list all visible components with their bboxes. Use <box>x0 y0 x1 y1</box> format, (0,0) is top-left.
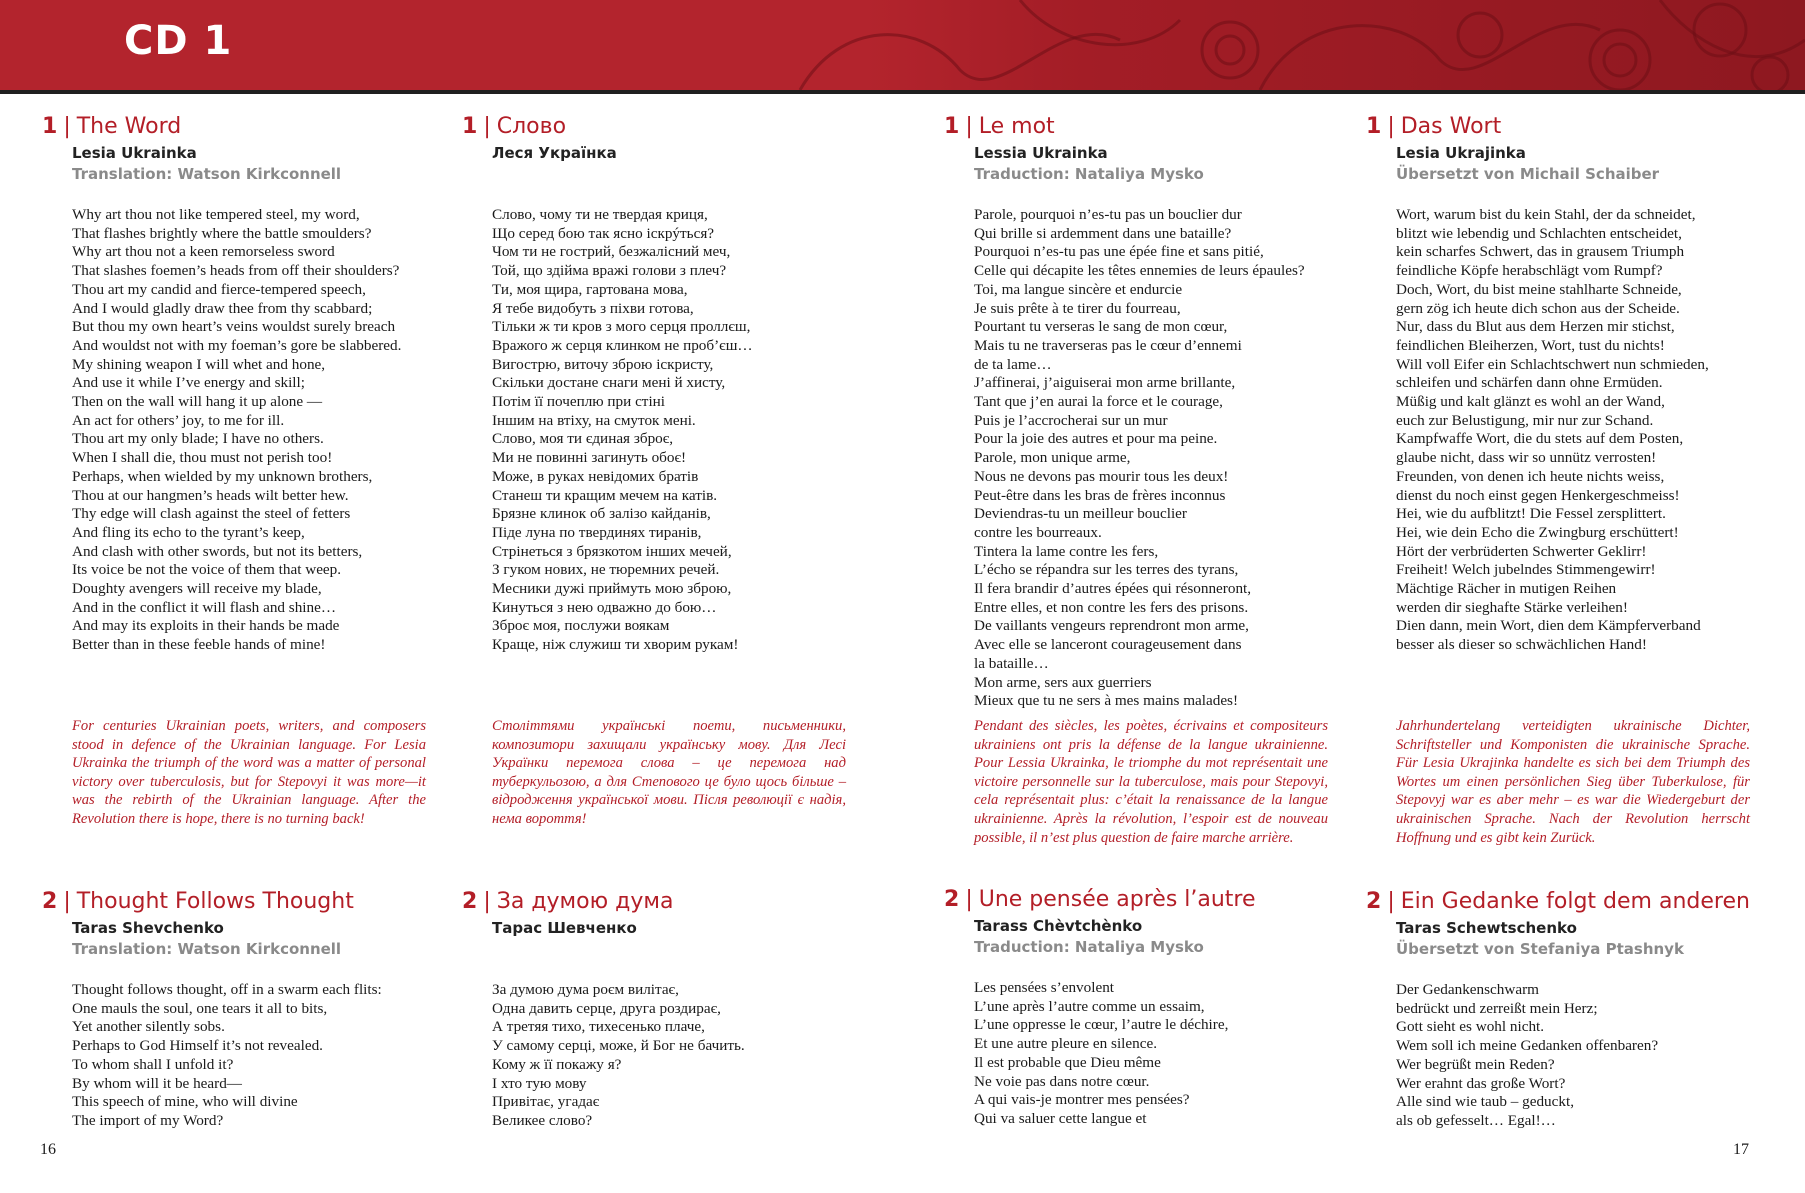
poem-line: Hört der verbrüderten Schwerter Geklirr! <box>1396 542 1647 560</box>
poem-line: Les pensées s’envolent <box>974 979 1115 996</box>
poem-line: Ne voie pas dans notre cœur. <box>974 1072 1150 1090</box>
poem-line: And fling its echo to the tyrant’s keep, <box>72 523 305 541</box>
poem-line: Pourquoi n’es-tu pas une épée fine et sans pitié, <box>974 243 1264 261</box>
poem-line: Станеш ти кращим мечем на катів. <box>492 486 718 504</box>
poem-line: Peut-être dans les bras de frères inconnus <box>974 486 1226 504</box>
author-name: Lesia Ukrainka <box>72 144 197 162</box>
author-name: Lesia Ukrajinka <box>1396 144 1526 162</box>
poem-line: And in the conflict it will flash and shine… <box>72 598 337 616</box>
poem-line: feindliche Köpfe herabschlägt vom Rumpf? <box>1396 262 1663 280</box>
poem-line: Its voice be not the voice of them that weep. <box>72 561 342 579</box>
poem-line: Better than in these feeble hands of mine! <box>72 636 326 654</box>
poem-line: contre les bourreaux. <box>974 523 1102 541</box>
page-number-right: 17 <box>1733 1141 1749 1158</box>
poem-line: Avec elle se lanceront courageusement dans <box>974 636 1242 654</box>
poem-line: Il fera brandir d’autres épées qui résonneront, <box>974 580 1252 598</box>
poem-line: And I would gladly draw thee from thy scabbard; <box>72 299 373 317</box>
poem-line: Freunden, von denen ich heute nichts weiss, <box>1396 467 1665 485</box>
poem-text <box>72 206 432 655</box>
poem-line: dienst du noch einst gegen Henkergeschmeiss! <box>1396 486 1680 504</box>
poem-line: By whom will it be heard— <box>72 1074 242 1092</box>
poem-line: als ob gefesselt… Egal!… <box>1396 1111 1556 1129</box>
poem-line: Вигострю, виточу зброю іскристу, <box>492 355 714 373</box>
poem-line: Perhaps, when wielded by my unknown brothers, <box>72 467 373 485</box>
translator-name: Übersetzt von Michail Schaiber <box>1396 165 1660 183</box>
poem-line: feindlichen Bleiherzen, Wort, tust du nichts! <box>1396 336 1665 354</box>
poem-line: Mais tu ne traverseras pas le cœur d’ennemi <box>974 336 1242 354</box>
poem-line: gern zög ich heute dich schon aus der Scheide. <box>1396 299 1680 317</box>
poem-line: Dien dann, mein Wort, dien dem Kämpferverband <box>1396 617 1701 635</box>
poem-line: Краще, ніж служиш ти хворим рукам! <box>492 636 739 654</box>
poem-line: To whom shall I unfold it? <box>72 1055 234 1073</box>
section2-german <box>1366 889 1756 1131</box>
poem-line: Скільки достане снаги мені й хисту, <box>492 374 726 392</box>
poem-line: Mon arme, sers aux guerriers <box>974 673 1152 691</box>
poem-line: Nur, dass du Blut aus dem Herzen mir stichst, <box>1396 318 1675 336</box>
poem-line: Той, що здійма вражі голови з плеч? <box>492 262 727 280</box>
commentary-note: Pendant des siècles, les poètes, écrivains et compositeurs ukrainiens ont pris la défense de la langue ukrainienne. Pour Lessia Ukrainka, le triomphe du mot représentait une victoire personnelle sur la tuberculose, mais pour Stepovyi, cela représentait plus: c’était la renaissance de la langue ukrainienne. Après la révolution, l’espoir est de nouveau possible, il n’est plus question de faire marche arrière. <box>974 718 1328 846</box>
section-heading: 2 | За думою дума <box>462 889 674 914</box>
poem-line: When I shall die, thou must not perish too! <box>72 449 333 467</box>
poem-line: І хто тую мову <box>492 1074 587 1092</box>
header-divider <box>0 90 1805 94</box>
poem-line: Що серед бою так ясно іскрýться? <box>492 224 715 242</box>
translator-name: Translation: Watson Kirkconnell <box>72 940 342 958</box>
poem-line: А третяя тихо, тихесенько плаче, <box>492 1018 705 1036</box>
poem-line: Великее слово? <box>492 1111 593 1129</box>
poem-line: That flashes brightly where the battle smoulders? <box>72 224 372 242</box>
author-name: Тарас Шевченко <box>492 919 637 937</box>
poem-text <box>1396 206 1756 655</box>
poem-line: Я тебе видобуть з піхви готова, <box>492 299 694 317</box>
poem-text <box>974 206 1334 711</box>
section1-french <box>944 114 1334 711</box>
poem-line: Puis je l’accrocherai sur un mur <box>974 411 1168 429</box>
poem-line: Why art thou not a keen remorseless sword <box>72 243 335 261</box>
translator-name: Übersetzt von Stefaniya Ptashnyk <box>1396 940 1684 958</box>
poem-line: Then on the wall will hang it up alone — <box>72 393 323 411</box>
poem-line: Thought follows thought, off in a swarm each flits: <box>72 981 382 998</box>
poem-line: Thou art my only blade; I have no others. <box>72 430 324 448</box>
poem-line: Qui va saluer cette langue et <box>974 1109 1147 1127</box>
poem-line: And may its exploits in their hands be made <box>72 617 340 635</box>
author-name: Taras Schewtschenko <box>1396 919 1577 937</box>
poem-line: Зброє моя, послужи воякам <box>492 617 670 635</box>
poem-line: One mauls the soul, one tears it all to bits, <box>72 999 328 1017</box>
poem-line: A qui vais-je montrer mes pensées? <box>974 1091 1190 1109</box>
translator-name: Translation: Watson Kirkconnell <box>72 165 342 183</box>
poem-line: Tintera la lame contre les fers, <box>974 542 1159 560</box>
poem-line: Kampfwaffe Wort, die du stets auf dem Posten, <box>1396 430 1684 448</box>
poem-line: And clash with other swords, but not its betters, <box>72 542 363 560</box>
poem-line: And use it while I’ve energy and skill; <box>72 374 305 392</box>
poem-line: Брязне клинок об залізо кайданів, <box>492 505 711 523</box>
poem-line: Wem soll ich meine Gedanken offenbaren? <box>1396 1037 1659 1055</box>
poem-line: An act for others’ joy, to me for ill. <box>72 411 285 429</box>
section1-german <box>1366 114 1756 655</box>
poem-text <box>492 206 852 655</box>
poem-text <box>1396 981 1756 1131</box>
poem-line: За думою дума роєм вилітає, <box>492 981 679 998</box>
poem-line: werden dir sieghafte Stärke verleihen! <box>1396 598 1628 616</box>
poem-line: Месники дужі приймуть мою зброю, <box>492 580 732 598</box>
section-heading: 2 | Thought Follows Thought <box>42 889 354 914</box>
page-number-left: 16 <box>40 1141 56 1158</box>
poem-line: Mieux que tu ne sers à mes mains malades! <box>974 692 1239 710</box>
poem-line: Чом ти не гострий, безжалісний меч, <box>492 243 731 261</box>
poem-line: Celle qui décapite les têtes ennemies de leurs épaules? <box>974 262 1305 280</box>
poem-line: Привітає, угадає <box>492 1093 600 1111</box>
poem-line: And wouldst not with my foeman’s gore be slabbered. <box>72 336 402 354</box>
section-heading: 2 | Ein Gedanke folgt dem anderen <box>1366 889 1750 914</box>
poem-line: Toi, ma langue sincère et endurcie <box>974 280 1183 298</box>
poem-line: Qui brille si ardemment dans une bataille? <box>974 224 1232 242</box>
poem-line: la bataille… <box>974 654 1049 672</box>
poem-line: But thou my own heart’s veins wouldst surely breach <box>72 318 396 336</box>
commentary-note: For centuries Ukrainian poets, writers, and composers stood in defence of the Ukrainian language. For Lesia Ukrainka the triumph of the word was a matter of personal victory over tuberculosis, but for Stepovyi it was more—it was the rebirth of the Ukrainian language. After the Revolution there is hope, there is no turning back! <box>72 718 426 827</box>
poem-line: Thy edge will clash against the steel of fetters <box>72 505 351 523</box>
poem-line: Doch, Wort, du bist meine stahlharte Schneide, <box>1396 280 1682 298</box>
poem-line: This speech of mine, who will divine <box>72 1093 298 1111</box>
poem-line: Alle sind wie taub – geduckt, <box>1396 1093 1574 1111</box>
poem-line: Je suis prête à te tirer du fourreau, <box>974 299 1181 317</box>
poem-line: Why art thou not like tempered steel, my word, <box>72 206 360 223</box>
poem-line: Gott sieht es wohl nicht. <box>1396 1018 1545 1036</box>
section1-ukrainian <box>462 114 852 655</box>
section-heading: 2 | Une pensée après l’autre <box>944 887 1256 912</box>
ornament-pattern <box>760 0 1805 90</box>
poem-line: Іншим на втіху, на смуток мені. <box>492 411 696 429</box>
poem-line: blitzt wie lebendig und Schlachten entscheidet, <box>1396 224 1682 242</box>
poem-line: Одна давить серце, друга роздирає, <box>492 999 721 1017</box>
poem-line: Піде луна по твердинях тиранів, <box>492 523 702 541</box>
header-banner <box>0 0 1805 90</box>
poem-line: З гуком нових, не тюремних речей. <box>492 561 720 579</box>
poem-line: glaube nicht, dass wir so unnütz verrosten! <box>1396 449 1657 467</box>
poem-line: Perhaps to God Himself it’s not revealed. <box>72 1037 323 1055</box>
poem-line: Et une autre pleure en silence. <box>974 1035 1158 1053</box>
poem-line: Freiheit! Welch jubelndes Stimmengewirr! <box>1396 561 1656 579</box>
poem-line: Müßig und kalt glänzt es wohl an der Wand, <box>1396 393 1665 411</box>
poem-line: Thou at our hangmen’s heads wilt better hew. <box>72 486 349 504</box>
poem-line: Може, в руках невідомих братів <box>492 467 699 485</box>
poem-line: Will voll Eifer ein Schlachtschwert nun schmieden, <box>1396 355 1709 373</box>
poem-line: Потім її почеплю при стіні <box>492 393 666 411</box>
poem-line: Der Gedankenschwarm <box>1396 981 1539 998</box>
author-name: Tarass Chèvtchènko <box>974 917 1143 935</box>
section1-english <box>42 114 432 655</box>
poem-line: schleifen und schärfen dann ohne Ermüden. <box>1396 374 1663 392</box>
poem-line: Hei, wie du aufblitzt! Die Fessel zersplittert. <box>1396 505 1666 523</box>
poem-line: Deviendras-tu un meilleur bouclier <box>974 505 1187 523</box>
poem-line: Wer erahnt das große Wort? <box>1396 1074 1566 1092</box>
poem-line: bedrückt und zerreißt mein Herz; <box>1396 999 1598 1017</box>
poem-line: Стрінеться з брязкотом інших мечей, <box>492 542 732 560</box>
poem-line: L’une oppresse le cœur, l’autre le déchire, <box>974 1016 1229 1034</box>
section2-french <box>944 887 1334 1129</box>
poem-line: Wort, warum bist du kein Stahl, der da schneidet, <box>1396 206 1696 223</box>
poem-line: J’affinerai, j’aiguiserai mon arme brillante, <box>974 374 1236 392</box>
author-name: Taras Shevchenko <box>72 919 224 937</box>
translator-name: Traduction: Nataliya Mysko <box>974 938 1204 956</box>
poem-line: Tant que j’en aurai la force et le courage, <box>974 393 1223 411</box>
poem-line: Тільки ж ти кров з мого серця проллєш, <box>492 318 751 336</box>
poem-line: Wer begrüßt mein Reden? <box>1396 1055 1555 1073</box>
poem-line: besser als dieser so schwächlichen Hand! <box>1396 636 1647 654</box>
translator-name: Traduction: Nataliya Mysko <box>974 165 1204 183</box>
poem-line: euch zur Belustigung, mir nur zur Schand. <box>1396 411 1654 429</box>
poem-line: Parole, mon unique arme, <box>974 449 1131 467</box>
poem-line: L’une après l’autre comme un essaim, <box>974 997 1205 1015</box>
poem-line: kein scharfes Schwert, das in grausem Triumph <box>1396 243 1685 261</box>
section2-english <box>42 889 432 1131</box>
poem-line: Pour la joie des autres et pour ma peine. <box>974 430 1218 448</box>
poem-line: Кинуться з нею одважно до бою… <box>492 598 717 616</box>
poem-line: Кому ж її покажу я? <box>492 1055 622 1073</box>
poem-line: L’écho se répandra sur les terres des tyrans, <box>974 561 1239 579</box>
commentary-note: Jahrhundertelang verteidigten ukrainische Dichter, Schriftsteller und Komponisten die ukrainische Sprache. Für Lesia Ukrajinka handelte es sich bei dem Triumph des Wortes um einen persönlichen Sieg über Tuberkulose, für Stepovyj war es aber mehr – es war die Wiedergeburt der ukrainischen Sprache. Nach der Revolution herrscht Hoffnung und es gibt kein Zurück. <box>1396 718 1750 846</box>
section-heading: 1 | Слово <box>462 114 567 139</box>
section-heading: 1 | The Word <box>42 114 182 139</box>
poem-line: Mächtige Rächer in mutigen Reihen <box>1396 580 1617 598</box>
poem-line: Il est probable que Dieu même <box>974 1053 1161 1071</box>
poem-text <box>72 981 432 1131</box>
poem-line: Pourtant tu verseras le sang de mon cœur, <box>974 318 1228 336</box>
author-name: Lessia Ukrainka <box>974 144 1108 162</box>
poem-line: Entre elles, et non contre les fers des prisons. <box>974 598 1249 616</box>
section2-ukrainian <box>462 889 852 1131</box>
poem-line: Hei, wie dein Echo die Zwingburg erschüttert! <box>1396 523 1679 541</box>
poem-line: Parole, pourquoi n’es-tu pas un bouclier dur <box>974 206 1242 223</box>
poem-line: Ти, моя щира, гартована мова, <box>492 280 688 298</box>
poem-line: Thou art my candid and fierce-tempered speech, <box>72 280 366 298</box>
poem-line: That slashes foemen’s heads from off their shoulders? <box>72 262 400 280</box>
poem-line: У самому серці, може, й Бог не бачить. <box>492 1037 745 1055</box>
poem-line: Nous ne devons pas mourir tous les deux! <box>974 467 1229 485</box>
poem-line: Yet another silently sobs. <box>72 1018 225 1036</box>
poem-text <box>492 981 852 1131</box>
poem-line: Вражого ж серця клинком не проб’єш… <box>492 336 753 354</box>
cd-title: CD 1 <box>124 18 233 64</box>
poem-line: de ta lame… <box>974 355 1052 373</box>
poem-line: The import of my Word? <box>72 1111 224 1129</box>
poem-line: Слово, чому ти не твердая криця, <box>492 206 708 223</box>
section-heading: 1 | Das Wort <box>1366 114 1502 139</box>
poem-line: Doughty avengers will receive my blade, <box>72 580 322 598</box>
poem-text <box>974 979 1334 1129</box>
section-heading: 1 | Le mot <box>944 114 1055 139</box>
poem-line: My shining weapon I will whet and hone, <box>72 355 326 373</box>
poem-line: Ми не повинні загинуть обоє! <box>492 449 687 467</box>
author-name: Леся Українка <box>492 144 617 162</box>
poem-line: De vaillants vengeurs reprendront mon arme, <box>974 617 1249 635</box>
commentary-note: Століттями українські поети, письменники, композитори захищали українську мову. Для Лесі Українки перемога слова – це перемога над туберкульозою, а для Степового це було щось більше – відродження української мови. Після революції є надія, нема вороття! <box>492 718 846 827</box>
poem-line: Слово, моя ти єдиная зброє, <box>492 430 674 448</box>
